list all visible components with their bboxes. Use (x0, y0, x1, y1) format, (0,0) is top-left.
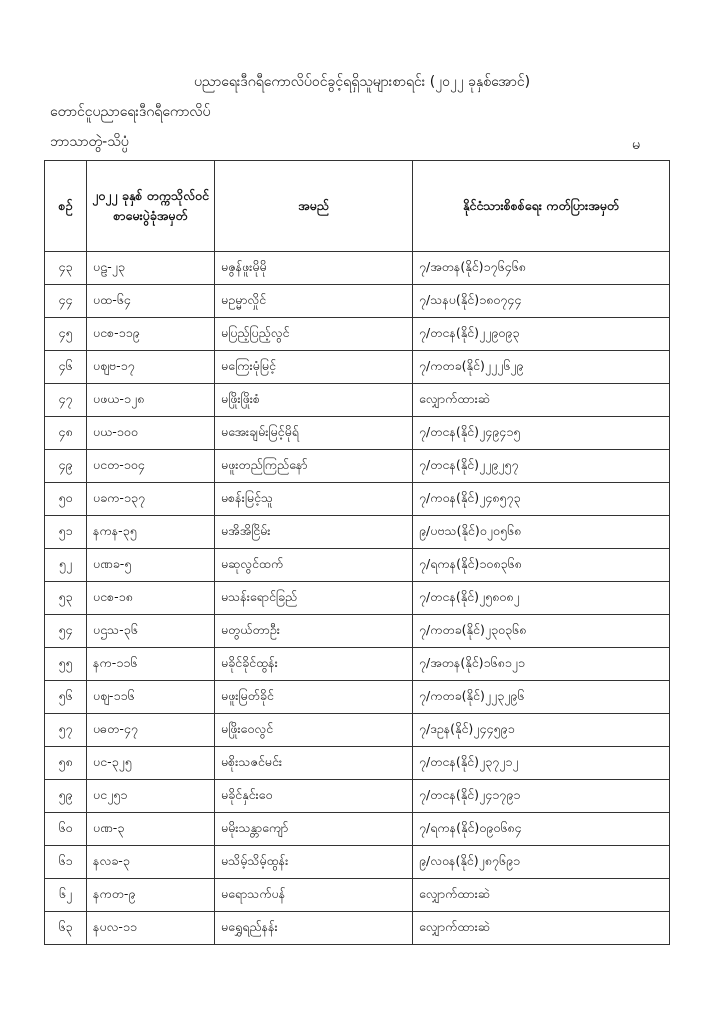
table-row (45, 780, 670, 813)
cell-nrc: ၇/ရကန(နိုင်)၁၀၈၃၆၈ (413, 549, 670, 582)
cell-serial: ၅၆ (45, 681, 87, 714)
cell-serial: ၄၆ (45, 351, 87, 384)
cell-exam-roll: နကန-၃၅ (87, 516, 215, 549)
table-row (45, 450, 670, 483)
cell-name: မတွယ်တာဦး (215, 615, 413, 648)
cell-nrc: ၇/ရကန(နိုင်)၀၉၀၆၈၄ (413, 813, 670, 846)
table-row (45, 417, 670, 450)
table-row (45, 384, 670, 417)
cell-name: မသန်းရောင်ခြည် (215, 582, 413, 615)
cell-nrc: ၇/ကတခ(နိုင်)၂၂၂၆၂၉ (413, 351, 670, 384)
cell-exam-roll: ပယ-၁၀၀ (87, 417, 215, 450)
cell-nrc: ၇/အတန(နိုင်)၁၆၈၁၂၁ (413, 648, 670, 681)
table-row (45, 912, 670, 945)
table-row (45, 549, 670, 582)
cell-name: မဖြိုးဖြိုးစံ (215, 384, 413, 417)
cell-serial: ၅၇ (45, 714, 87, 747)
cell-serial: ၄၇ (45, 384, 87, 417)
cell-nrc: ၇/ဒဥန(နိုင်)၂၄၄၅၉၁ (413, 714, 670, 747)
cell-serial: ၆၁ (45, 846, 87, 879)
cell-nrc: ၇/တငန(နိုင်)၂၄၉၄၁၅ (413, 417, 670, 450)
cell-name: မဖူးမြတ်ခိုင် (215, 681, 413, 714)
table-header-row (45, 161, 670, 252)
cell-nrc: လျှောက်ထားဆဲ (413, 384, 670, 417)
cell-serial: ၅၃ (45, 582, 87, 615)
cell-serial: ၆၀ (45, 813, 87, 846)
subject-combination: ဘာသာတွဲ-သိပ္ပံ (50, 134, 129, 150)
cell-nrc: လျှောက်ထားဆဲ (413, 912, 670, 945)
cell-exam-roll: ပဌသ-၃၆ (87, 615, 215, 648)
cell-serial: ၄၉ (45, 450, 87, 483)
cell-name: မကြေးမုံမြင့် (215, 351, 413, 384)
cell-serial: ၄၃ (45, 252, 87, 285)
cell-nrc: ၉/လဝန(နိုင်)၂၈၇၆၉၁ (413, 846, 670, 879)
cell-exam-roll: ပဠ-၂၃ (87, 252, 215, 285)
cell-exam-roll: ပင၂၅၁ (87, 780, 215, 813)
table-row (45, 285, 670, 318)
cell-name: မပြည့်ပြည့်လွင် (215, 318, 413, 351)
cell-exam-roll: နက-၁၁၆ (87, 648, 215, 681)
cell-nrc: ၇/တငန(နိုင်)၂၄၁၇၉၁ (413, 780, 670, 813)
table-row (45, 879, 670, 912)
cell-name: မခိုင်နှင်းဝေ (215, 780, 413, 813)
cell-name: မဆုလွင်ထက် (215, 549, 413, 582)
cell-serial: ၅၉ (45, 780, 87, 813)
cell-name: မရောသက်ပန် (215, 879, 413, 912)
header-name: အမည် (215, 161, 413, 252)
gender-mark: မ (632, 137, 640, 153)
table-row (45, 351, 670, 384)
header-serial: စဉ် (45, 161, 87, 252)
cell-name: မဥမ္မာလှိုင် (215, 285, 413, 318)
cell-serial: ၆၂ (45, 879, 87, 912)
cell-exam-roll: ပဏ-၃ (87, 813, 215, 846)
cell-exam-roll: ပဏခ-၅ (87, 549, 215, 582)
college-name: တောင်ငူပညာရေးဒီဂရီကောလိပ် (50, 104, 211, 120)
cell-serial: ၅၁ (45, 516, 87, 549)
table-row (45, 582, 670, 615)
cell-exam-roll: ပငတ-၁၀၄ (87, 450, 215, 483)
cell-name: မသိမ့်သိမ့်ထွန်း (215, 846, 413, 879)
table-row (45, 813, 670, 846)
student-table (44, 160, 670, 945)
cell-name: မရွှေရည်နန်း (215, 912, 413, 945)
header-exam-roll: ၂၀၂၂ ခုနှစ် တက္ကသိုလ်ဝင် စာမေးပွဲခုံအမှတ် (87, 161, 215, 252)
cell-nrc: ၇/အတန(နိုင်)၁၇၆၄၆၈ (413, 252, 670, 285)
table-row (45, 318, 670, 351)
table-row (45, 483, 670, 516)
cell-name: မအိအိငြိမ်း (215, 516, 413, 549)
table-row (45, 747, 670, 780)
cell-exam-roll: ပဓတ-၄၇ (87, 714, 215, 747)
cell-name: မဇွန်ဖူးမိုမို (215, 252, 413, 285)
cell-nrc: လျှောက်ထားဆဲ (413, 879, 670, 912)
table-row (45, 714, 670, 747)
cell-name: မဖြိုးဝေလွင် (215, 714, 413, 747)
table-row (45, 516, 670, 549)
cell-name: မမိုးသန္တာကျော် (215, 813, 413, 846)
cell-exam-roll: ပဈဗ-၁၇ (87, 351, 215, 384)
cell-nrc: ၇/ကဝန(နိုင်)၂၄၈၅၇၃ (413, 483, 670, 516)
document-title: ပညာရေးဒီဂရီကောလိပ်ဝင်ခွင့်ရရှိသူများစာရင်း (၂၀၂၂ ခုနှစ်အောင်) (193, 74, 531, 90)
cell-nrc: ၇/သနပ(နိုင်)၁၈၀၇၄၄ (413, 285, 670, 318)
cell-exam-roll: ပငစ-၁၈ (87, 582, 215, 615)
cell-name: မစိုးသဇင်မင်း (215, 747, 413, 780)
table-row (45, 648, 670, 681)
table-body (45, 252, 670, 945)
cell-name: မဖူးတည်ကြည်နော် (215, 450, 413, 483)
cell-nrc: ၇/တငန(နိုင်)၂၂၉၂၅၇ (413, 450, 670, 483)
cell-serial: ၅၈ (45, 747, 87, 780)
cell-serial: ၄၈ (45, 417, 87, 450)
cell-name: မအေးချမ်းမြင့်မိုရ် (215, 417, 413, 450)
cell-name: မစန်းမြင့်သူ (215, 483, 413, 516)
cell-name: မခိုင်ခိုင်ထွန်း (215, 648, 413, 681)
cell-nrc: ၇/ကတခ(နိုင်)၂၃၀၃၆၈ (413, 615, 670, 648)
cell-exam-roll: ပဈ-၁၁၆ (87, 681, 215, 714)
cell-exam-roll: ပခက-၁၃၇ (87, 483, 215, 516)
cell-serial: ၆၃ (45, 912, 87, 945)
header-nrc: နိုင်ငံသားစိစစ်ရေး ကတ်ပြားအမှတ် (413, 161, 670, 252)
cell-nrc: ၇/တငန(နိုင်)၂၅၈၀၈၂ (413, 582, 670, 615)
cell-serial: ၅၅ (45, 648, 87, 681)
cell-serial: ၄၅ (45, 318, 87, 351)
cell-nrc: ၉/ပဗသ(နိုင်)၀၂၀၅၆၈ (413, 516, 670, 549)
cell-serial: ၅၀ (45, 483, 87, 516)
cell-exam-roll: နလခ-၃ (87, 846, 215, 879)
table-row (45, 681, 670, 714)
cell-nrc: ၇/တငန(နိုင်)၂၃၇၂၁၂ (413, 747, 670, 780)
cell-exam-roll: ပငစ-၁၁၉ (87, 318, 215, 351)
cell-serial: ၅၂ (45, 549, 87, 582)
cell-nrc: ၇/တငန(နိုင်)၂၂၉၀၉၃ (413, 318, 670, 351)
table-row (45, 846, 670, 879)
table-row (45, 615, 670, 648)
cell-serial: ၄၄ (45, 285, 87, 318)
cell-serial: ၅၄ (45, 615, 87, 648)
cell-exam-roll: နပလ-၁၁ (87, 912, 215, 945)
cell-exam-roll: ပဖယ-၁၂၈ (87, 384, 215, 417)
cell-nrc: ၇/ကတခ(နိုင်)၂၂၃၂၉၆ (413, 681, 670, 714)
cell-exam-roll: နကတ-၉ (87, 879, 215, 912)
table-row (45, 252, 670, 285)
cell-exam-roll: ပင-၃၂၅ (87, 747, 215, 780)
cell-exam-roll: ပထ-၆၄ (87, 285, 215, 318)
